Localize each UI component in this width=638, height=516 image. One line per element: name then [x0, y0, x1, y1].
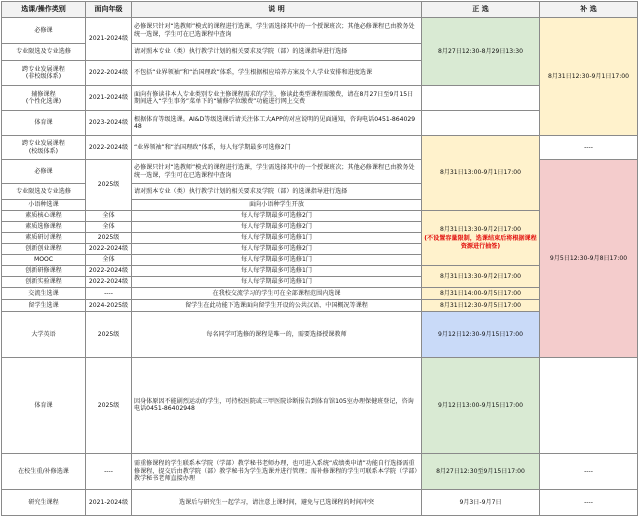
- category-cell: 研究生课程: [2, 489, 86, 515]
- note-cell: 需重修课程的学生联系本学院（学部）教学秘书老师办理，也可进入系统“成绩类申请”功能自行选择需重修课程，提交后由教学院（部）教学秘书为学生选课并进行管理；需补修课程的学生可联系本学院（学部）教学秘书老师直接办理: [132, 453, 422, 489]
- header-category: 选课/操作类别: [2, 2, 86, 18]
- grade-cell: 2025级: [86, 160, 132, 211]
- grade-cell: 全体: [86, 222, 132, 233]
- category-cell: 辅修课程 (个性化选课): [2, 86, 86, 111]
- main-selection-cell: 9月3日-9月7日: [422, 489, 540, 515]
- category-cell: 小语种选课: [2, 200, 86, 211]
- header-note: 说 明: [132, 2, 422, 18]
- grade-cell: ----: [86, 453, 132, 489]
- main-selection-time: 8月31日13:30-9月2日17:00: [439, 225, 522, 233]
- grade-cell: 2025级: [86, 233, 132, 244]
- note-cell: 面向小语种学生开放: [132, 200, 422, 211]
- grade-cell: 全体: [86, 255, 132, 266]
- category-cell: 创新创业课程: [2, 244, 86, 255]
- category-cell: 素质研讨课程: [2, 233, 86, 244]
- lottery-note: (不设置容量限制，选课结束后将根据课程资源进行抽签): [424, 235, 537, 250]
- category-cell: 创新实验课程: [2, 277, 86, 288]
- note-cell: 每人每学期最多可选修2门: [132, 211, 422, 222]
- category-cell: 素质选修课程: [2, 222, 86, 233]
- category-cell: 大学英语: [2, 312, 86, 358]
- note-cell: 每人每学期最多可选修1门: [132, 233, 422, 244]
- category-cell: 交流生选课: [2, 288, 86, 300]
- header-grade: 面向年级: [86, 2, 132, 18]
- grade-cell: 2024-2025级: [86, 300, 132, 312]
- grade-cell: 全体: [86, 211, 132, 222]
- main-selection-cell: 8月31日12:30-9月5日17:00: [422, 300, 540, 312]
- category-cell: 体育课: [2, 357, 86, 453]
- main-selection-cell: 8月31日14:00-9月5日17:00: [422, 288, 540, 300]
- grade-cell: 2022-2024级: [86, 266, 132, 277]
- main-selection-cell: 8月27日12:30-8月29日13:30: [422, 18, 540, 86]
- course-selection-table: [1, 1, 638, 516]
- note-cell: 选课后与研究生一起学习，请注意上课时间，避免与已选课程的时间冲突: [132, 489, 422, 515]
- grade-cell: 2021-2024级: [86, 489, 132, 515]
- grade-cell: 2021-2024级: [86, 86, 132, 111]
- category-cell: 跨专业发展课程 (校级体系): [2, 136, 86, 160]
- main-selection-cell: 9月12日13:00-9月15日17:00: [422, 357, 540, 453]
- category-cell: 体育课: [2, 111, 86, 136]
- table-row: [2, 489, 638, 515]
- note-cell: 不包括“业界领袖”和“治国理政”体系，学生根据相应培养方案及个人学业安排和进度选课: [132, 61, 422, 86]
- grade-cell: 2021-2024级: [86, 18, 132, 61]
- main-selection-cell: 9月12日12:30-9月15日17:00: [422, 312, 540, 358]
- note-cell: 每人每学期最多可选修1门: [132, 266, 422, 277]
- header-main-selection: 正 选: [422, 2, 540, 18]
- main-selection-cell: 8月31日13:30-9月2日17:00: [422, 266, 540, 288]
- note-cell: 请对照本专业（类）执行教学计划的相关要求及学院（部）的选课指导进行选择: [132, 184, 422, 200]
- main-selection-cell: 8月27日12:30至9月15日17:00: [422, 453, 540, 489]
- grade-cell: 2023-2024级: [86, 111, 132, 136]
- supp-selection-cell: ----: [540, 489, 638, 515]
- note-cell: 每人每学期最多可选修1门: [132, 255, 422, 266]
- grade-cell: 2025级: [86, 357, 132, 453]
- note-cell: 每名同学可选修的课程是唯一的，需要选择授课教师: [132, 312, 422, 358]
- supp-selection-cell: ----: [540, 136, 638, 160]
- category-cell: 留学生选课: [2, 300, 86, 312]
- category-cell: 专业限选及专业选修: [2, 44, 86, 61]
- category-cell: 创新研修课程: [2, 266, 86, 277]
- table-row: [2, 136, 638, 160]
- category-cell: 必修课: [2, 160, 86, 184]
- grade-cell: ----: [86, 288, 132, 300]
- note-cell: 每人每学期最多可选修1门: [132, 277, 422, 288]
- supp-selection-cell: 8月31日12:30-9月1日17:00: [540, 18, 638, 136]
- table-row: [2, 453, 638, 489]
- supp-selection-cell: 9月5日12:30-9月8日17:00: [540, 160, 638, 358]
- note-cell: 根据体育等级选课。AI&D等级选课后请关注体工大APP的对应说明的见面通知，咨询电话0451-86402948: [132, 111, 422, 136]
- note-cell: 在我校交流学习的学生可在全部课程范围内选课: [132, 288, 422, 300]
- main-selection-cell: [422, 211, 540, 266]
- note-cell: 面向有修读非本人专业类别专业主修课程需求的学生，修读此类型课程需缴费，请在8月27日至9月15日期间进入“学生事务”菜单下的“辅修学位缴费”功能进行网上交费: [132, 86, 422, 111]
- table-row: [2, 160, 638, 184]
- grade-cell: 2022-2024级: [86, 277, 132, 288]
- note-cell: 请对照本专业（类）执行教学计划的相关要求及学院（部）的选课指导进行选择: [132, 44, 422, 61]
- table-row: [2, 357, 638, 453]
- category-cell: 必修课: [2, 18, 86, 44]
- header-row: [2, 2, 638, 18]
- note-cell: “业界领袖”和“治国理政”体系，每人每学期最多可选修2门: [132, 136, 422, 160]
- category-cell: 素质核心课程: [2, 211, 86, 222]
- category-cell: MOOC: [2, 255, 86, 266]
- category-cell: 跨专业发展课程 (非校级体系): [2, 61, 86, 86]
- note-cell: 每人每学期最多可选修2门: [132, 222, 422, 233]
- grade-cell: 2022-2024级: [86, 61, 132, 86]
- note-cell: 每人每学期最多可选修2门: [132, 244, 422, 255]
- category-cell: 在校生重/补修选课: [2, 453, 86, 489]
- main-selection-cell: 8月31日13:00-9月1日17:00: [422, 136, 540, 211]
- main-selection-cell-empty: [422, 111, 540, 136]
- grade-cell: 2022-2024级: [86, 244, 132, 255]
- note-cell: 留学生在此功能下选课面向留学生开设的公共汉语、中国概况等课程: [132, 300, 422, 312]
- supp-selection-cell: ----: [540, 453, 638, 489]
- note-cell: 必修课只针对“选教师”模式的课程进行选课，学生需选择其中的一个授课班次；其他必修课程已由教务处统一选课，学生可在已选课程中查询: [132, 160, 422, 184]
- grade-cell: 2025级: [86, 312, 132, 358]
- note-cell: 因身体原因不能剧烈运动的学生，可持校医院或三甲医院诊断报告到体育馆105室办理保健班登记，咨询电话0451-86402948: [132, 357, 422, 453]
- grade-cell: 2022-2024级: [86, 136, 132, 160]
- category-cell: 专业限选及专业选修: [2, 184, 86, 200]
- header-supplementary-selection: 补 选: [540, 2, 638, 18]
- note-cell: 必修课只针对“选教师”模式的课程进行选课，学生需选择其中的一个授课班次；其他必修课程已由教务处统一选课，学生可在已选课程中查询: [132, 18, 422, 44]
- table-row: [2, 18, 638, 44]
- main-selection-cell-empty: [422, 86, 540, 111]
